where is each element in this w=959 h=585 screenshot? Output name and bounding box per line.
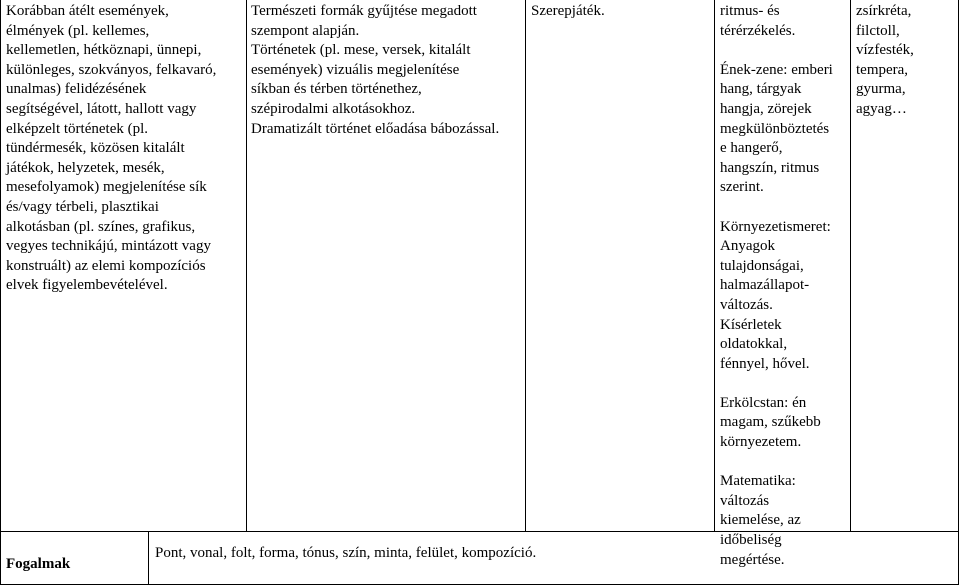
text-line: oldatokkal, bbox=[720, 336, 788, 353]
text-line: agyag… bbox=[856, 100, 907, 117]
text-line: gyurma, bbox=[856, 81, 906, 98]
text-line: szempont alapján. bbox=[251, 22, 360, 39]
text-line: vízfesték, bbox=[856, 42, 914, 59]
text-line: Matematika: bbox=[720, 473, 796, 490]
col-divider-1 bbox=[246, 0, 247, 531]
col-divider-3 bbox=[714, 0, 715, 531]
text-line: és/vagy térbeli, plasztikai bbox=[6, 198, 159, 215]
cell-description bbox=[6, 2, 216, 296]
text-line: változás. bbox=[720, 296, 773, 313]
text-line: játékok, helyzetek, mesék, bbox=[6, 159, 165, 176]
text-line: síkban és térben történethez, bbox=[251, 81, 422, 98]
text-line: magam, szűkebb bbox=[720, 414, 821, 431]
text-line: szerint. bbox=[720, 179, 764, 196]
text-line: Környezetismeret: bbox=[720, 218, 831, 235]
cell-connections bbox=[720, 2, 833, 570]
text-line: fénnyel, hővel. bbox=[720, 355, 810, 372]
text-line: e hangerő, bbox=[720, 140, 783, 157]
text-line: Történetek (pl. mese, versek, kitalált bbox=[251, 42, 471, 59]
text-line: Szerepjáték. bbox=[531, 3, 605, 19]
text-line: hang, tárgyak bbox=[720, 81, 802, 98]
text-line: szépirodalmi alkotásokhoz. bbox=[251, 100, 416, 117]
paragraph-gap bbox=[720, 453, 833, 473]
text-line: elvek figyelembevételével. bbox=[6, 277, 168, 294]
text-line: változás bbox=[720, 492, 770, 509]
text-line: hangja, zörejek bbox=[720, 100, 812, 117]
col-divider-2 bbox=[525, 0, 526, 531]
text-line: konstruált) az elemi kompozíciós bbox=[6, 257, 206, 274]
text-line: unalmas) felidézésének bbox=[6, 81, 147, 98]
text-line: Természeti formák gyűjtése megadott bbox=[251, 3, 477, 19]
text-line: Kísérletek bbox=[720, 316, 782, 333]
text-line: tulajdonságai, bbox=[720, 257, 804, 274]
text-line: filctoll, bbox=[856, 22, 900, 39]
text-line: élmények (pl. kellemes, bbox=[6, 22, 150, 39]
text-line: alkotásban (pl. színes, grafikus, bbox=[6, 218, 196, 235]
cell-methods bbox=[531, 2, 605, 22]
text-line: kellemetlen, hétköznapi, ünnepi, bbox=[6, 42, 202, 59]
row2-label-divider bbox=[148, 531, 149, 585]
text-line: mesefolyamok) megjelenítése sík bbox=[6, 179, 207, 196]
text-line: tempera, bbox=[856, 61, 909, 78]
paragraph-gap bbox=[720, 374, 833, 394]
text-line: időbeliség bbox=[720, 532, 782, 549]
text-line: események) vizuális megjelenítése bbox=[251, 61, 460, 78]
text-line: Ének-zene: emberi bbox=[720, 61, 833, 78]
text-line: Dramatizált történet előadása bábozással. bbox=[251, 120, 500, 137]
text-line: ritmus- és bbox=[720, 3, 780, 19]
text-line: Erkölcstan: én bbox=[720, 394, 807, 411]
paragraph-gap bbox=[720, 198, 833, 218]
text-line: zsírkréta, bbox=[856, 3, 912, 19]
paragraph-gap bbox=[720, 41, 833, 61]
text-line: megkülönböztetés bbox=[720, 120, 830, 137]
concepts-text: Pont, vonal, folt, forma, tónus, szín, minta, felület, kompozíció. bbox=[155, 545, 537, 561]
text-line: elképzelt történetek (pl. bbox=[6, 120, 149, 137]
text-line: segítségével, látott, hallott vagy bbox=[6, 100, 197, 117]
text-line: tündérmesék, közösen kitalált bbox=[6, 140, 185, 157]
text-line: vegyes technikájú, mintázott vagy bbox=[6, 238, 211, 255]
text-line: kiemelése, az bbox=[720, 512, 801, 529]
text-line: környezetem. bbox=[720, 434, 802, 451]
text-line: halmazállapot- bbox=[720, 277, 810, 294]
col-divider-4 bbox=[850, 0, 851, 531]
cell-materials bbox=[856, 2, 914, 120]
text-line: megértése. bbox=[720, 551, 785, 568]
text-line: Anyagok bbox=[720, 238, 775, 255]
cell-activities bbox=[251, 2, 499, 139]
text-line: Korábban átélt események, bbox=[6, 3, 169, 19]
text-line: térérzékelés. bbox=[720, 22, 796, 39]
text-line: különleges, szokványos, felkavaró, bbox=[6, 61, 217, 78]
text-line: hangszín, ritmus bbox=[720, 159, 820, 176]
concepts-label: Fogalmak bbox=[6, 556, 71, 572]
table-border-left bbox=[0, 0, 1, 585]
